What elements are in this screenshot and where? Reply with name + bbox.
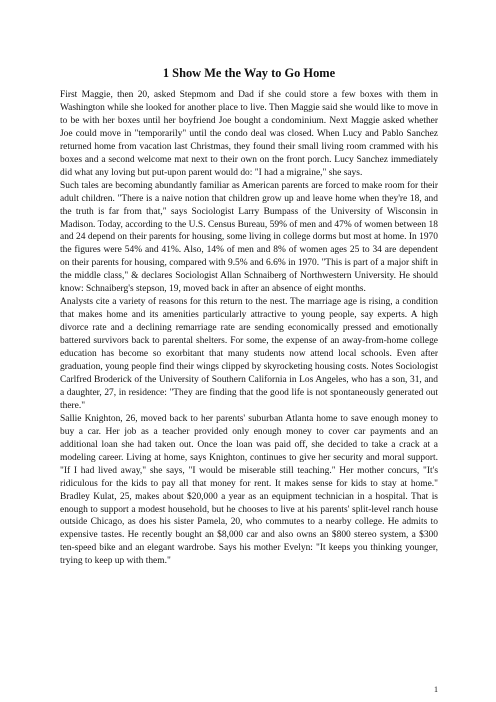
article-title: 1 Show Me the Way to Go Home [162,66,336,80]
paragraph: First Maggie, then 20, asked Stepmom and Dad if she could store a few boxes with them in Washington while she looked for another place to live. Then Maggie said she would like to move in to be with her boxes until her boyfriend Joe bought a condominium. Next Maggie asked whether Joe could move in "temporarily" until the condo deal was closed. When Lucy and Pablo Sanchez returned home from vacation last Christmas, they found their small living room crammed with his boxes and a second welcome mat next to their own on the front porch. Lucy Sanchez immediately did what any loving but put-upon parent would do: "I had a migraine," she says. [60,90,438,178]
page-number: 1 [434,685,438,694]
document-page [60,66,438,568]
paragraph: Such tales are becoming abundantly familiar as American parents are forced to make room for their adult children. "There is a naive notion that children grow up and leave home when they're 18, and the truth is far from that," says Sociologist Larry Bumpass of the University of Wisconsin in Madison. Today, according to the U.S. Census Bureau, 59% of men and 47% of women between 18 and 24 depend on their parents for housing, some living in college dorms but most at home. In 1970 the figures were 54% and 41%. Also, 14% of men and 8% of women ages 25 to 34 are dependent on their parents for housing, compared with 9.5% and 6.6% in 1970. "This is part of a major shift in the middle class," & declares Sociologist Allan Schnaiberg of Northwestern University. He should know: Schnaiberg's stepson, 19, moved back in after an absence of eight months. [60,180,438,295]
paragraph: Sallie Knighton, 26, moved back to her parents' suburban Atlanta home to save enough money to buy a car. Her job as a teacher provided only enough money to cover car payments and an additional loan she had taken out. Once the loan was paid off, she decided to take a crack at a modeling career. Living at home, says Knighton, continues to give her security and moral support. "If I had lived away," she says, "I would be miserable still teaching." Her mother concurs, "It's ridiculous for the kids to pay all that money for rent. It makes sense for kids to stay at home." Bradley Kulat, 25, makes about $20,000 a year as an equipment technician in a hospital. That is enough to support a modest household, but he chooses to live at his parents' split-level ranch house outside Chicago, as does his sister Pamela, 20, who commutes to a nearby college. He admits to expensive tastes. He recently bought an $8,000 car and also owns an $800 stereo system, a $300 ten-speed bike and an elegant wardrobe. Says his mother Evelyn: "It keeps you thinking younger, trying to keep up with them." [60,413,438,567]
paragraph: Analysts cite a variety of reasons for this return to the nest. The marriage age is rising, a condition that makes home and its amenities particularly attractive to young people, say experts. A high divorce rate and a declining remarriage rate are sending economically pressed and emotionally battered survivors back to parental shelters. For some, the expense of an away-from-home college education has become so exorbitant that many students now attend local schools. Even after graduation, young people find their wings clipped by skyrocketing housing costs. Notes Sociologist Carlfred Broderick of the University of Southern California in Los Angeles, who has a son, 31, and a daughter, 27, in residence: "They are finding that the good life is not spontaneously generated out there." [60,297,438,411]
